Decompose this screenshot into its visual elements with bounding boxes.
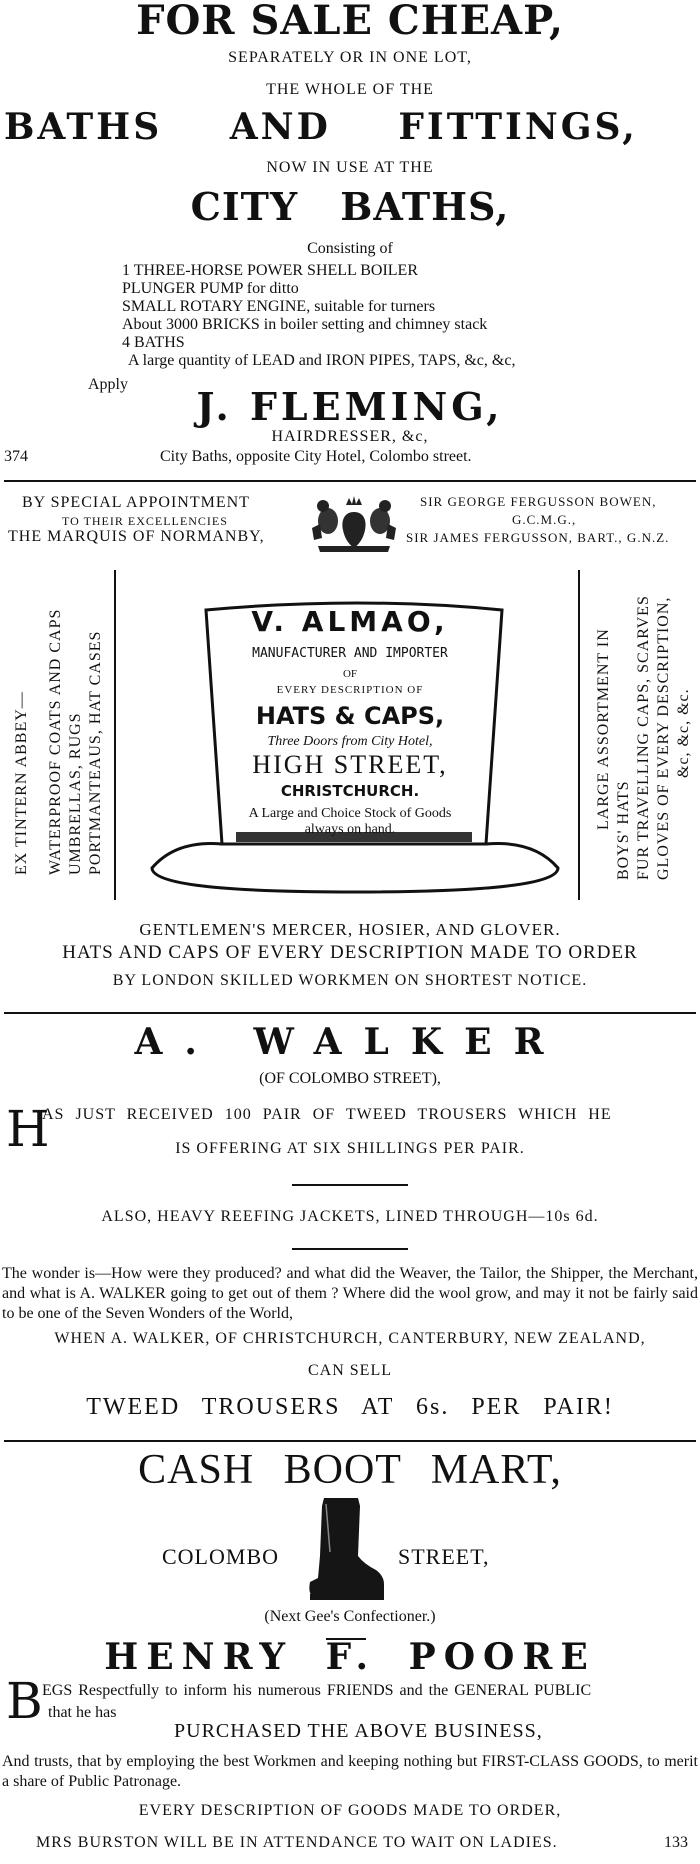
boot-title: CASH BOOT MART, [138, 1447, 562, 1493]
appointment-right-3: SIR JAMES FERGUSSON, BART., G.N.Z. [406, 530, 670, 545]
boot-mrs: MRS BURSTON WILL BE IN ATTENDANCE TO WAIT ON LADIES. [36, 1834, 558, 1851]
boot-every: EVERY DESCRIPTION OF GOODS MADE TO ORDER, [138, 1802, 562, 1819]
hat-stock-2: always on hand. [304, 822, 396, 837]
hat-line-3: Three Doors from City Hotel, [267, 734, 433, 749]
hat-street: HIGH STREET, [252, 750, 448, 779]
royal-coat-of-arms-icon [308, 494, 400, 554]
baths-item: PLUNGER PUMP for ditto [122, 280, 299, 297]
baths-line-3: NOW IN USE AT THE [266, 159, 434, 176]
right-column-fur-caps: FUR TRAVELLING CAPS, SCARVES [635, 595, 652, 880]
divider [4, 1440, 696, 1442]
boot-drop-cap: B [6, 1672, 43, 1730]
hats-footer-2: HATS AND CAPS OF EVERY DESCRIPTION MADE TO ORDER [62, 942, 638, 963]
baths-headline: FOR SALE CHEAP, [136, 0, 564, 44]
appointment-left-2: TO THEIR EXCELLENCIES [62, 514, 228, 528]
left-column-portmanteaus: PORTMANTEAUS, HAT CASES [87, 630, 104, 875]
baths-address: City Baths, opposite City Hotel, Colombo street. [160, 448, 472, 465]
boot-next: (Next Gee's Confectioner.) [264, 1608, 436, 1625]
baths-consisting: Consisting of [307, 240, 393, 257]
left-column-umbrellas: UMBRELLAS, RUGS [67, 712, 84, 875]
boot-line-2a: that he has [48, 1704, 117, 1721]
hat-product: HATS & CAPS, [255, 702, 445, 730]
baths-line-2: THE WHOLE OF THE [266, 81, 434, 98]
hat-line-1: MANUFACTURER AND IMPORTER [252, 646, 448, 661]
right-column-gloves: GLOVES OF EVERY DESCRIPTION, [655, 596, 672, 880]
right-column-etc: &c, &c, &c. [675, 688, 692, 778]
divider [4, 1012, 696, 1014]
hats-footer-3: BY LONDON SKILLED WORKMEN ON SHORTEST NOTICE. [112, 972, 588, 989]
hats-footer-1: GENTLEMEN'S MERCER, HOSIER, AND GLOVER. [139, 920, 561, 939]
walker-paragraph: The wonder is—How were they produced? and what did the Weaver, the Tailor, the Shipper, the Merchant, and what is A. WALKER going to get out of them ? Where did the wool grow, and may it not be fairly said to be one of the Seven Wonders of the World, [2, 1265, 698, 1322]
baths-item: About 3000 BRICKS in boiler setting and chimney stack [122, 316, 488, 333]
baths-line-1: SEPARATELY OR IN ONE LOT, [228, 49, 472, 66]
boot-name: HENRY F. POORE [104, 1636, 596, 1678]
left-column-waterproof: WATERPROOF COATS AND CAPS [47, 608, 64, 875]
short-rule [292, 1248, 408, 1250]
boot-number: 133 [664, 1834, 688, 1851]
right-column-boys-hats: BOYS' HATS [615, 780, 632, 880]
walker-when: WHEN A. WALKER, OF CHRISTCHURCH, CANTERBURY, NEW ZEALAND, [54, 1330, 646, 1347]
baths-title: BATHS AND FITTINGS, [4, 106, 638, 148]
walker-body-1: AS JUST RECEIVED 100 PAIR OF TWEED TROUSERS WHICH HE [42, 1106, 612, 1123]
walker-body-2: IS OFFERING AT SIX SHILLINGS PER PAIR. [175, 1140, 525, 1157]
walker-final: TWEED TROUSERS AT 6s. PER PAIR! [86, 1394, 614, 1420]
hat-name: V. ALMAO, [251, 605, 449, 638]
hat-line-2: EVERY DESCRIPTION OF [276, 684, 424, 696]
hat-city: CHRISTCHURCH. [280, 782, 420, 800]
boot-street: STREET, [398, 1544, 490, 1569]
baths-number: 374 [4, 448, 28, 465]
short-rule [292, 1184, 408, 1186]
walker-also: ALSO, HEAVY REEFING JACKETS, LINED THROUGH—10s 6d. [101, 1208, 599, 1225]
right-column-assortment: LARGE ASSORTMENT IN [595, 628, 612, 830]
baths-item: SMALL ROTARY ENGINE, suitable for turners [122, 298, 436, 315]
boot-colombo: COLOMBO [162, 1544, 280, 1569]
walker-sub: (OF COLOMBO STREET), [259, 1070, 441, 1087]
appointment-left-3: THE MARQUIS OF NORMANBY, [8, 528, 265, 545]
appointment-left-1: BY SPECIAL APPOINTMENT [22, 494, 250, 511]
hat-of: OF [342, 668, 358, 680]
appointment-right-1: SIR GEORGE FERGUSSON BOWEN, [420, 494, 657, 509]
appointment-right-2: G.C.M.G., [512, 512, 577, 527]
walker-can: CAN SELL [308, 1362, 392, 1379]
walker-name: A. WALKER [134, 1021, 566, 1063]
baths-apply: Apply [88, 376, 128, 393]
boot-paragraph: And trusts, that by employing the best Workmen and keeping nothing but FIRST-CLASS GOODS, to merit a share of Public Patronage. [2, 1753, 698, 1790]
baths-item: 4 BATHS [122, 334, 185, 351]
walker-drop-cap: H [6, 1100, 50, 1158]
baths-location: CITY BATHS, [190, 184, 510, 229]
boot-icon [306, 1496, 386, 1602]
baths-item: 1 THREE-HORSE POWER SHELL BOILER [122, 262, 418, 279]
baths-item: A large quantity of LEAD and IRON PIPES, TAPS, &c, &c, [128, 352, 516, 369]
hat-stock-1: A Large and Choice Stock of Goods [248, 806, 452, 821]
baths-name: J. FLEMING, [196, 384, 504, 429]
divider [4, 480, 696, 482]
baths-trade: HAIRDRESSER, &c, [271, 428, 429, 445]
boot-line-1: EGS Respectfully to inform his numerous FRIENDS and the GENERAL PUBLIC [42, 1682, 592, 1699]
left-column-tintern: EX TINTERN ABBEY— [13, 691, 30, 875]
boot-line-2b: PURCHASED THE ABOVE BUSINESS, [174, 1720, 543, 1742]
